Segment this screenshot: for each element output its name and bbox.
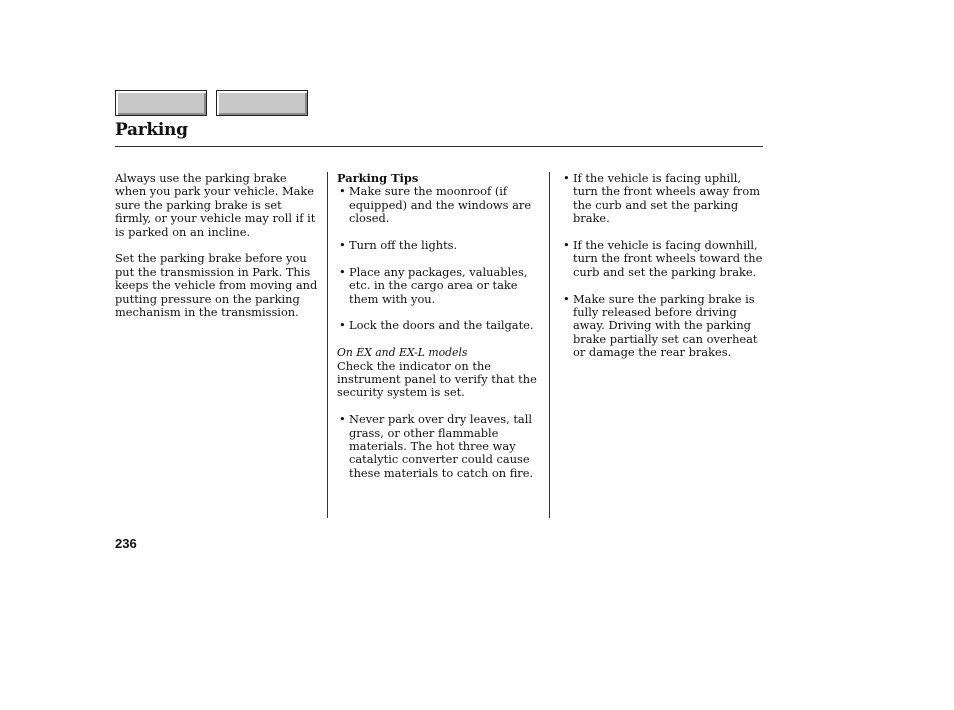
list-item-text: Never park over dry leaves, tall grass, or other flammable materials. The hot three way catalytic converter could cause these materials to catch on fire. (349, 412, 534, 480)
bullet-icon: • (339, 412, 346, 427)
column-3 (561, 172, 765, 373)
list-item-text: If the vehicle is facing uphill, turn the front wheels away from the curb and set the parking brake. (573, 171, 761, 226)
list-item (561, 293, 765, 360)
list-item-text: Place any packages, valuables, etc. in the cargo area or take them with you. (349, 264, 528, 306)
page-title: Parking (115, 120, 188, 140)
list-item (337, 266, 542, 306)
model-note: On EX and EX-L models (337, 346, 468, 360)
list-item-text: If the vehicle is facing downhill, turn the front wheels toward the curb and set the parking brake. (573, 238, 763, 279)
list-item (337, 185, 542, 225)
nav-tab-right[interactable] (216, 90, 308, 116)
bullet-icon: • (563, 291, 570, 306)
nav-tab-left[interactable] (115, 90, 207, 116)
bullet-icon: • (563, 171, 570, 185)
list-item (337, 319, 542, 332)
bullet-icon: • (339, 318, 346, 333)
column-divider-2 (549, 172, 550, 518)
bullet-icon: • (563, 238, 570, 253)
paragraph-parking-brake: Always use the parking brake when you park your vehicle. Make sure the parking brake is set firmly, or your vehicle may roll if it is parked on an incline. (115, 171, 316, 239)
column-2 (337, 172, 542, 494)
column-divider-1 (327, 172, 328, 518)
list-item-text: Make sure the moonroof (if equipped) and the windows are closed. (349, 184, 532, 226)
page-number: 236 (115, 536, 137, 551)
list-item (337, 239, 542, 252)
list-item-text: Turn off the lights. (349, 238, 458, 253)
list-item (337, 413, 542, 480)
bullet-icon: • (339, 184, 346, 199)
paragraph-park-transmission: Set the parking brake before you put the transmission in Park. This keeps the vehicle from moving and putting pressure on the parking mechanism in the transmission. (115, 251, 318, 320)
parking-tips-heading: Parking Tips (337, 171, 419, 185)
bullet-icon: • (339, 238, 346, 253)
security-indicator-text: Check the indicator on the instrument panel to verify that the security system is set. (337, 358, 537, 400)
list-item (561, 239, 765, 279)
bullet-icon: • (339, 264, 346, 279)
list-item (561, 172, 765, 226)
column-1 (115, 172, 319, 333)
list-item-text: Make sure the parking brake is fully released before driving away. Driving with the parking brake partially set can overheat or damage the rear brakes. (573, 291, 758, 360)
list-item-text: Lock the doors and the tailgate. (349, 318, 534, 333)
title-divider (115, 146, 763, 147)
